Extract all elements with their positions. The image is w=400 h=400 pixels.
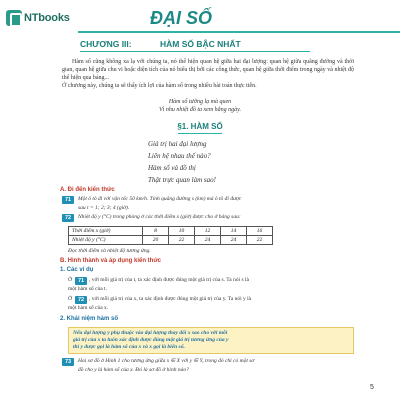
chapter-heading bbox=[80, 39, 310, 51]
definition-line: thì y được gọi là hàm số của x và x gọi là biến số. bbox=[73, 344, 185, 350]
question-badge: 71 bbox=[75, 277, 87, 285]
lesson-title: §1. HÀM SỐ bbox=[177, 122, 223, 131]
table-cell: 20 bbox=[143, 236, 169, 245]
table-cell: 12 bbox=[195, 227, 221, 236]
question-text: Nhiệt độ y (°C) trong phòng ở các thời điểm x (giờ) được cho ở bảng sau: bbox=[78, 214, 241, 220]
instruction-text: Đọc thời điểm và nhiệt độ tương ứng. bbox=[68, 248, 151, 254]
example-prefix: Ở bbox=[68, 296, 72, 302]
ntbooks-logo bbox=[6, 8, 74, 28]
page-header bbox=[0, 0, 400, 36]
intro-quote: Vì nhu nhiệt đồ ta xem hằng ngày. bbox=[159, 107, 241, 113]
table-row bbox=[69, 227, 273, 236]
example-text: một hàm số của t. bbox=[68, 286, 107, 292]
definition-line: Nếu đại lượng y phụ thuộc vào đại lượng thay đổi x sao cho với mỗi bbox=[73, 330, 228, 336]
subsection-heading: 2. Khái niệm hàm số bbox=[60, 316, 119, 322]
poem-line: Liên hệ nhau thế nào? bbox=[148, 152, 211, 160]
poem-line: Giá trị hai đại lượng bbox=[148, 140, 207, 148]
book-icon bbox=[6, 10, 22, 26]
table-cell: 16 bbox=[247, 227, 273, 236]
table-cell: 24 bbox=[195, 236, 221, 245]
page-number: 5 bbox=[370, 384, 374, 391]
intro-paragraph: Hàm số cũng không xa lạ với chúng ta, nó thể hiện quan hệ giữa hai đại lượng: quan hệ giữa quãng đường và thời gian, quan hệ giữa chu vi hoặc diện tích của nó biểu thị bởi các công thức, quan hệ giữa thời điểm trong ngày và nhiệt độ thể hiện qua bảng... bbox=[62, 59, 354, 81]
question-text: Hai sơ đồ ở Hình 1 cho tương ứng giữa x ∈ X với y ∈ Y, trong đó chỉ có một sơ bbox=[78, 358, 255, 364]
question-text: đồ cho y là hàm số của x. Đó là sơ đồ ở hình nào? bbox=[78, 367, 189, 373]
example-text: , với mỗi giá trị của t, ta xác định được đúng một giá trị của s. Ta nói s là bbox=[89, 277, 249, 283]
example-prefix: Ở bbox=[68, 277, 72, 283]
part-b-heading: B. Hình thành và áp dụng kiến thức bbox=[60, 258, 162, 264]
table-cell: 22 bbox=[169, 236, 195, 245]
table-cell: 8 bbox=[143, 227, 169, 236]
brand-name: NTbooks bbox=[24, 12, 70, 24]
table-row-label: Nhiệt độ y (°C) bbox=[69, 236, 143, 245]
subsection-heading: 1. Các ví dụ bbox=[60, 267, 94, 273]
header-divider bbox=[78, 31, 400, 33]
definition-box bbox=[68, 327, 354, 354]
example-text: một hàm số của x. bbox=[68, 305, 109, 311]
example-text: , với mỗi giá trị của x, ta xác định được đúng một giá trị của y. Ta nói y là bbox=[89, 296, 252, 302]
chapter-number: CHƯƠNG III: bbox=[80, 39, 132, 49]
table-cell: 14 bbox=[221, 227, 247, 236]
table-cell: 22 bbox=[247, 236, 273, 245]
question-badge: 73 bbox=[62, 358, 74, 366]
question-badge: 72 bbox=[75, 296, 87, 304]
table-row-label: Thời điểm x (giờ) bbox=[69, 227, 143, 236]
part-a-heading: A. Đi đến kiến thức bbox=[60, 187, 115, 193]
question-badge: 72 bbox=[62, 214, 74, 222]
chapter-divider bbox=[80, 51, 310, 52]
poem-line: Hàm số và đồ thị bbox=[148, 164, 196, 172]
chapter-intro bbox=[62, 58, 354, 90]
definition-line: giá trị của x ta luôn xác định được đúng một giá trị tương ứng của y bbox=[73, 337, 229, 343]
lesson-title-underline bbox=[178, 133, 222, 134]
temperature-table bbox=[68, 226, 273, 245]
chapter-name: HÀM SỐ BẬC NHẤT bbox=[160, 39, 241, 49]
table-cell: 24 bbox=[221, 236, 247, 245]
section-title: ĐẠI SỐ bbox=[150, 8, 213, 28]
poem-line: Thật trực quan làm sao! bbox=[148, 176, 216, 184]
table-row bbox=[69, 236, 273, 245]
question-text: sau t = 1; 2; 3; 4 (giờ). bbox=[78, 205, 130, 211]
question-badge: 71 bbox=[62, 196, 74, 204]
question-text: Một ô tô đi với vận tốc 50 km/h. Tính quãng đường s (km) mà ô tô đi được bbox=[78, 196, 242, 202]
intro-paragraph: Ở chương này, chúng ta sẽ thấy ích lợi của hàm số trong nhiều bài toán thực tiễn. bbox=[62, 83, 257, 89]
table-cell: 10 bbox=[169, 227, 195, 236]
intro-quote: Hàm số tưởng lạ mà quen bbox=[168, 99, 232, 105]
